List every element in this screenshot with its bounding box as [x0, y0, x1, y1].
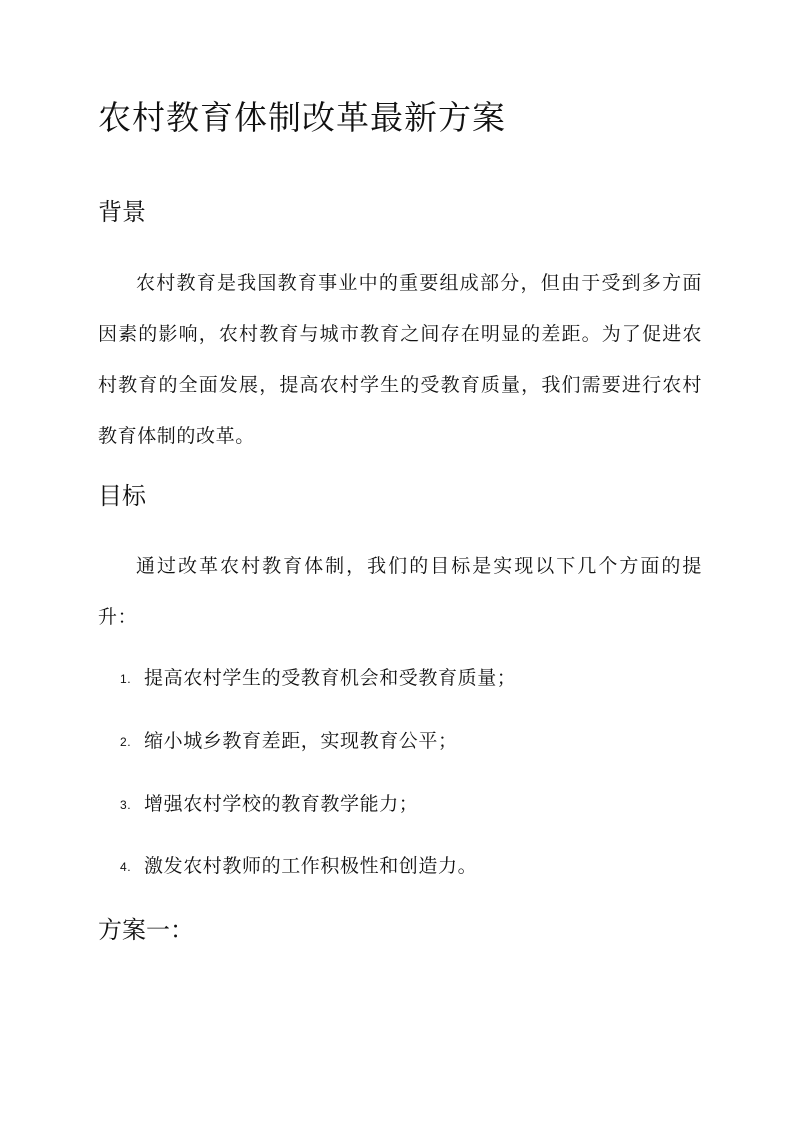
list-item — [120, 663, 516, 694]
goals-intro-paragraph: 通过改革农村教育体制，我们的目标是实现以下几个方面的提升： — [98, 555, 702, 628]
list-text: 缩小城乡教育差距，实现教育公平； — [144, 730, 458, 752]
list-text: 增强农村学校的教育教学能力； — [144, 793, 419, 815]
list-number: 4. — [120, 860, 132, 874]
document-title: 农村教育体制改革最新方案 — [98, 98, 506, 137]
section-heading-plan-one: 方案一： — [98, 916, 194, 944]
section-heading-goals: 目标 — [98, 482, 146, 510]
list-number: 2. — [120, 735, 132, 749]
list-text: 提高农村学生的受教育机会和受教育质量； — [144, 667, 517, 689]
list-item — [120, 851, 477, 882]
list-text: 激发农村教师的工作积极性和创造力。 — [144, 855, 478, 877]
list-number: 3. — [120, 798, 132, 812]
section-heading-background: 背景 — [98, 198, 146, 226]
list-number: 1. — [120, 672, 132, 686]
background-paragraph: 农村教育是我国教育事业中的重要组成部分，但由于受到多方面因素的影响，农村教育与城市教育之间存在明显的差距。为了促进农村教育的全面发展，提高农村学生的受教育质量，我们需要进行农村教育体制的改革。 — [98, 272, 702, 447]
list-item — [120, 726, 458, 757]
list-item — [120, 789, 418, 820]
